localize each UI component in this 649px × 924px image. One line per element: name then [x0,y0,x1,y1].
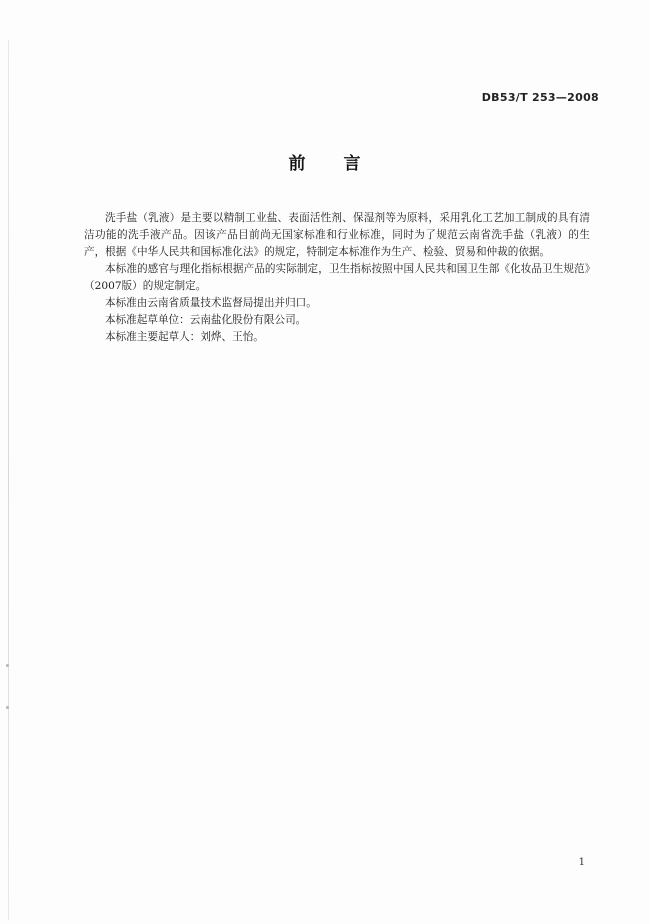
standard-code: DB53/T 253—2008 [481,91,599,104]
scan-mark [6,664,9,667]
scan-mark [6,706,9,709]
foreword-body [84,210,590,346]
paragraph-drafting-unit: 本标准起草单位：云南盐化股份有限公司。 [105,314,307,326]
paragraph-indicators: 本标准的感官与理化指标根据产品的实际制定，卫生指标按照中国人民共和国卫生部《化妆品卫生规范》（2007版）的规定制定。 [84,263,590,292]
paragraph-drafters: 本标准主要起草人：刘烨、王怡。 [105,331,264,343]
paragraph-proposer: 本标准由云南省质量技术监督局提出并归口。 [105,297,317,309]
page-title: 前言 [288,154,399,174]
paragraph-intro: 洗手盐（乳液）是主要以精制工业盐、表面活性剂、保湿剂等为原料，采用乳化工艺加工制成的具有清洁功能的洗手液产品。因该产品目前尚无国家标准和行业标准，同时为了规范云南省洗手盐（乳液）的生产，根据《中华人民共和国标准化法》的规定，特制定本标准作为生产、检验、贸易和仲裁的依据。 [84,212,590,258]
page-number: 1 [578,857,585,868]
